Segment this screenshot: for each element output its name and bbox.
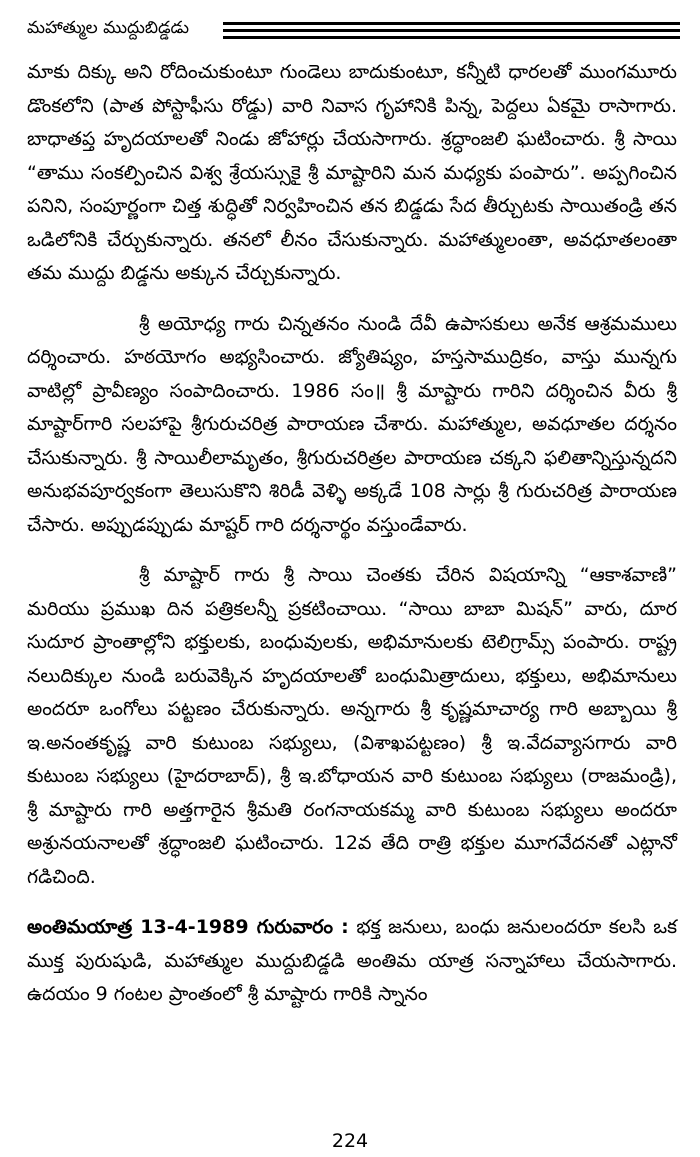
page-number: 224	[331, 1130, 369, 1152]
paragraph-3: శ్రీ మాష్టార్ గారు శ్రీ సాయి చెంతకు చేరిన విషయాన్ని “ఆకాశవాణి” మరియు ప్రముఖ దిన పత్రికలన్నీ ప్రకటించాయి. “సాయి బాబా మిషన్” వారు, దూర సుదూర ప్రాంతాల్లోని భక్తులకు, బంధువులకు, అభిమానులకు టెలిగ్రామ్స్ పంపారు. రాష్ట్ర నలుదిక్కుల నుండి బరువెక్కిన హృదయాలతో బంధుమిత్రాదులు, భక్తులు, అభిమానులు అందరూ ఒంగోలు పట్టణం చేరుకున్నారు. అన్నగారు శ్రీ కృష్ణమాచార్య గారి అబ్బాయి శ్రీ ఇ.అనంతకృష్ణ వారి కుటుంబ సభ్యులు, (విశాఖపట్టణం) శ్రీ ఇ.వేదవ్యాసగారు వారి కుటుంబ సభ్యులు (హైదరాబాద్), శ్రీ ఇ.బోధాయన వారి కుటుంబ సభ్యులు (రాజమండ్రి), శ్రీ మాష్టారు గారి అత్తగారైన శ్రీమతి రంగనాయకమ్మ వారి కుటుంబ సభ్యులు అందరూ అశ్రునయనాలతో శ్రద్ధాంజలి ఘటించారు. 12వ తేది రాత్రి భక్తుల మూగవేదనతో ఎట్లానో గడిచింది.	[27, 564, 677, 888]
paragraph-1: మాకు దిక్కు అని రోదించుకుంటూ గుండెలు బాదుకుంటూ, కన్నీటి ధారలతో ముంగమూరు డొంకలోని (పాత పోస్టాఫీసు రోడ్డు) వారి నివాస గృహానికి పిన్న, పెద్దలు ఏకమై రాసాగారు. బాధాతప్త హృదయాలతో నిండు జోహార్లు చేయసాగారు. శ్రద్ధాంజలి ఘటించారు. శ్రీ సాయి “తాము సంకల్పించిన విశ్వ శ్రేయస్సుకై శ్రీ మాష్టారిని మన మధ్యకు పంపారు”. అప్పగించిన పనిని, సంపూర్ణంగా చిత్త శుద్ధితో నిర్వహించిన తన బిడ్డడు సేద తీర్చుటకు సాయితండ్రి తన ఒడిలోనికి చేర్చుకున్నారు. తనలో లీనం చేసుకున్నారు. మహాత్ములంతా, అవధూతలంతా తమ ముద్దు బిడ్డను అక్కున చేర్చుకున్నారు.	[27, 61, 677, 284]
running-title: మహాత్ముల ముద్దుబిడ్డడు	[27, 18, 190, 38]
body-text	[27, 56, 677, 1012]
header-rule	[223, 36, 680, 39]
header-rule	[223, 29, 680, 32]
paragraph-2: శ్రీ అయోధ్య గారు చిన్నతనం నుండి దేవీ ఉపాసకులు అనేక ఆశ్రమములు దర్శించారు. హఠయోగం అభ్యసించారు. జ్యోతిష్యం, హస్తసాముద్రికం, వాస్తు మున్నగు వాటిల్లో ప్రావీణ్యం సంపాదించారు. 1986 సం॥ శ్రీ మాష్టారు గారిని దర్శించిన వీరు శ్రీ మాష్టార్‌గారి సలహాపై శ్రీగురుచరిత్ర పారాయణ చేశారు. మహాత్ముల, అవధూతల దర్శనం చేసుకున్నారు. శ్రీ సాయిలీలామృతం, శ్రీగురుచరిత్రల పారాయణ చక్కని ఫలితాన్నిస్తున్నదని అనుభవపూర్వకంగా తెలుసుకొని శిరిడీ వెళ్ళి అక్కడే 108 సార్లు శ్రీ గురుచరిత్ర పారాయణ చేసారు. అప్పుడప్పుడు మాష్టర్ గారి దర్శనార్థం వస్తుండేవారు.	[27, 312, 677, 536]
paragraph-4	[27, 911, 677, 1012]
header-rules	[223, 22, 680, 43]
paragraph-4-text: భక్త జనులు, బంధు జనులందరూ కలసి ఒక ముక్త పురుషుడి, మహాత్ముల ముద్దుబిడ్డడి అంతిమ యాత్ర సన్నాహాలు చేయసాగారు. ఉదయం 9 గంటల ప్రాంతంలో శ్రీ మాష్టారు గారికి స్నానం	[27, 916, 678, 1005]
page-header	[27, 10, 680, 50]
section-lead: అంతిమయాత్ర 13-4-1989 గురువారం :	[27, 916, 349, 938]
header-rule	[223, 22, 680, 25]
